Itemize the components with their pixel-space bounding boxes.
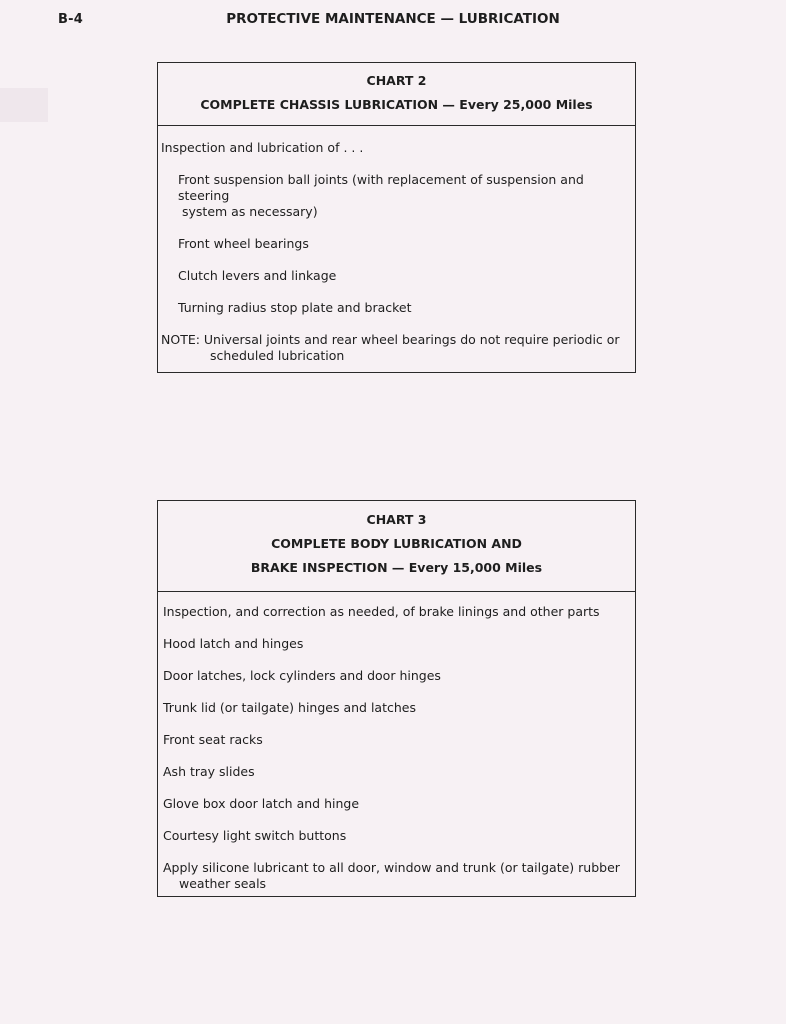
list-item bbox=[163, 828, 635, 844]
chart-3-subtitle-line-1: COMPLETE BODY LUBRICATION AND bbox=[271, 536, 522, 551]
list-item-line: Front suspension ball joints (with replacement of suspension and steering bbox=[178, 172, 584, 203]
list-item-line: Front wheel bearings bbox=[178, 236, 309, 251]
list-item-line: Door latches, lock cylinders and door hinges bbox=[163, 668, 441, 683]
scan-shadow bbox=[0, 88, 48, 122]
chart-2-box bbox=[157, 62, 636, 373]
chart-2-title: CHART 2 bbox=[366, 73, 427, 88]
list-item bbox=[163, 604, 635, 620]
list-item-line-continued: system as necessary) bbox=[182, 204, 318, 219]
list-item-line: Hood latch and hinges bbox=[163, 636, 304, 651]
list-item bbox=[163, 796, 635, 812]
chart-3-box bbox=[157, 500, 636, 897]
list-item bbox=[163, 732, 635, 748]
chart-2-subtitle: COMPLETE CHASSIS LUBRICATION — Every 25,000 Miles bbox=[200, 97, 593, 112]
list-item bbox=[163, 668, 635, 684]
list-item-line: Glove box door latch and hinge bbox=[163, 796, 360, 811]
chart-3-body bbox=[158, 592, 635, 892]
chart-2-note bbox=[161, 332, 635, 364]
note-line-continued: scheduled lubrication bbox=[210, 348, 345, 363]
note-line: NOTE: Universal joints and rear wheel bearings do not require periodic or bbox=[161, 332, 620, 347]
chart-3-title: CHART 3 bbox=[366, 512, 427, 527]
list-item bbox=[161, 236, 635, 252]
list-item-line: Ash tray slides bbox=[163, 764, 255, 779]
list-item-line: Trunk lid (or tailgate) hinges and latches bbox=[163, 700, 416, 715]
list-item-line: Inspection, and correction as needed, of brake linings and other parts bbox=[163, 604, 600, 619]
list-item-line-continued: weather seals bbox=[179, 876, 267, 891]
chart-2-intro: Inspection and lubrication of . . . bbox=[161, 140, 364, 155]
list-item-line: Clutch levers and linkage bbox=[178, 268, 337, 283]
list-item bbox=[163, 700, 635, 716]
list-item bbox=[161, 300, 635, 316]
page-number: B-4 bbox=[58, 12, 83, 27]
list-item bbox=[163, 860, 635, 892]
list-item bbox=[163, 636, 635, 652]
list-item bbox=[163, 764, 635, 780]
chart-2-heading bbox=[158, 63, 635, 126]
chart-3-subtitle-line-2: BRAKE INSPECTION — Every 15,000 Miles bbox=[250, 560, 543, 575]
list-item-line: Front seat racks bbox=[163, 732, 263, 747]
chart-2-body bbox=[158, 126, 635, 364]
chart-3-heading bbox=[158, 501, 635, 592]
page-header: PROTECTIVE MAINTENANCE — LUBRICATION bbox=[226, 11, 560, 27]
list-item-line: Courtesy light switch buttons bbox=[163, 828, 347, 843]
list-item bbox=[161, 268, 635, 284]
list-item-line: Turning radius stop plate and bracket bbox=[178, 300, 412, 315]
list-item-line: Apply silicone lubricant to all door, window and trunk (or tailgate) rubber bbox=[163, 860, 620, 875]
list-item bbox=[161, 172, 635, 220]
